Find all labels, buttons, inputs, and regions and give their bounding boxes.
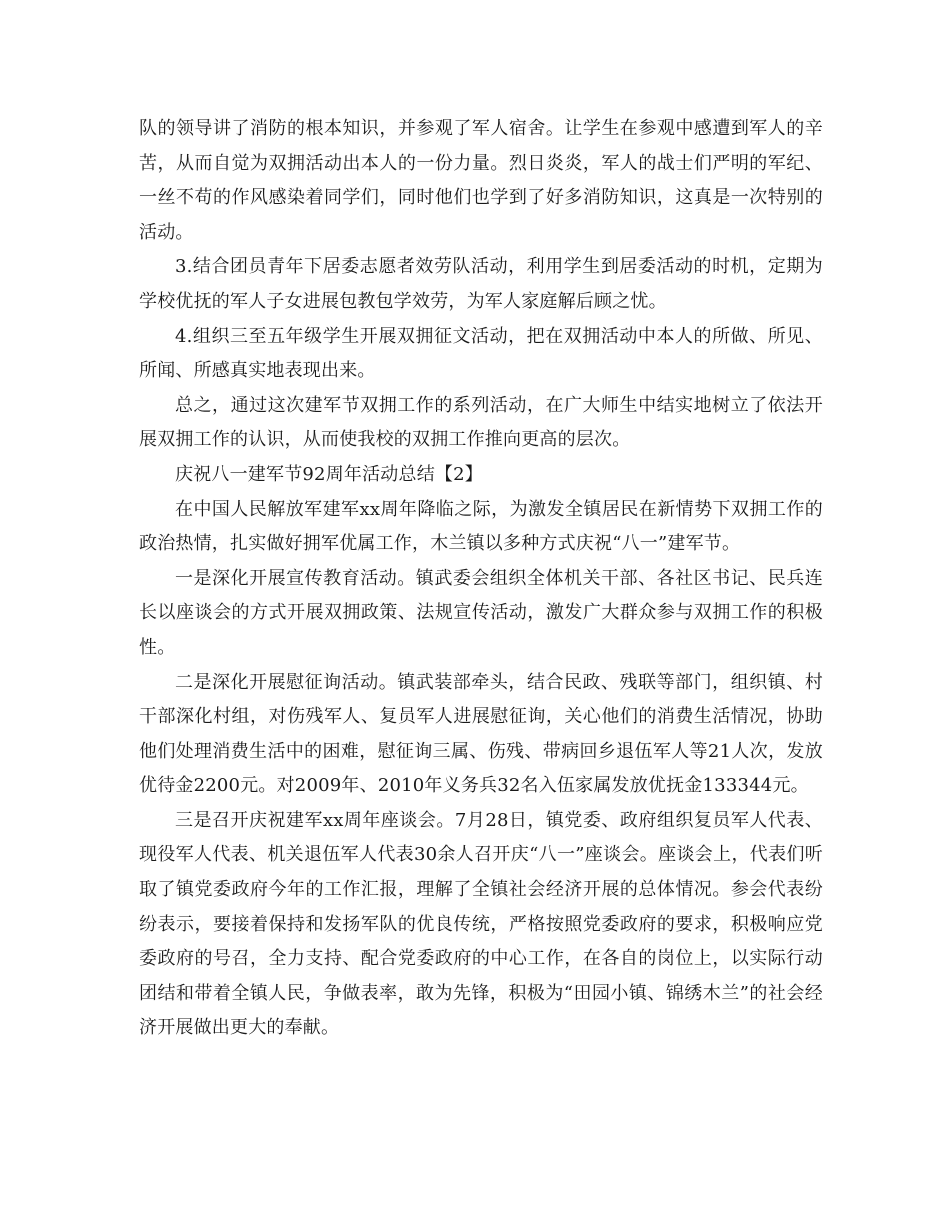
paragraph-3: 4.组织三至五年级学生开展双拥征文活动，把在双拥活动中本人的所做、所见、所闻、所感真实地表现出来。 bbox=[139, 325, 823, 382]
paragraph-7: 一是深化开展宣传教育活动。镇武委会组织全体机关干部、各社区书记、民兵连长以座谈会的方式开展双拥政策、法规宣传活动，激发广大群众参与双拥工作的积极性。 bbox=[139, 567, 823, 658]
paragraph-8: 二是深化开展慰征询活动。镇武装部牵头，结合民政、残联等部门，组织镇、村干部深化村组，对伤残军人、复员军人进展慰征询，关心他们的消费生活情况，协助他们处理消费生活中的困难，慰征询三属、伤残、带病回乡退伍军人等21人次，发放优待金2200元。对2009年、2010年义务兵32名入伍家属发放优抚金133344元。 bbox=[139, 671, 823, 797]
section-heading: 庆祝八一建军节92周年活动总结【2】 bbox=[175, 463, 483, 485]
paragraph-4: 总之，通过这次建军节双拥工作的系列活动，在广大师生中结实地树立了依法开展双拥工作的认识，从而使我校的双拥工作推向更高的层次。 bbox=[139, 394, 823, 451]
document-body bbox=[139, 112, 823, 1046]
paragraph-6: 在中国人民解放军建军xx周年降临之际，为激发全镇居民在新情势下双拥工作的政治热情，扎实做好拥军优属工作，木兰镇以多种方式庆祝“八一”建军节。 bbox=[139, 498, 823, 555]
paragraph-9: 三是召开庆祝建军xx周年座谈会。7月28日，镇党委、政府组织复员军人代表、现役军人代表、机关退伍军人代表30余人召开庆“八一”座谈会。座谈会上，代表们听取了镇党委政府今年的工作汇报，理解了全镇社会经济开展的总体情况。参会代表纷纷表示，要接着保持和发扬军队的优良传统，严格按照党委政府的要求，积极响应党委政府的号召，全力支持、配合党委政府的中心工作，在各自的岗位上，以实际行动团结和带着全镇人民，争做表率，敢为先锋，积极为“田园小镇、锦绣木兰”的社会经济开展做出更大的奉献。 bbox=[139, 809, 823, 1039]
paragraph-1: 队的领导讲了消防的根本知识，并参观了军人宿舍。让学生在参观中感遭到军人的辛苦，从而自觉为双拥活动出本人的一份力量。烈日炎炎，军人的战士们严明的军纪、一丝不苟的作风感染着同学们，同时他们也学到了好多消防知识，这真是一次特别的活动。 bbox=[139, 118, 823, 243]
paragraph-2: 3.结合团员青年下居委志愿者效劳队活动，利用学生到居委活动的时机，定期为学校优抚的军人子女进展包教包学效劳，为军人家庭解后顾之忧。 bbox=[139, 256, 823, 312]
